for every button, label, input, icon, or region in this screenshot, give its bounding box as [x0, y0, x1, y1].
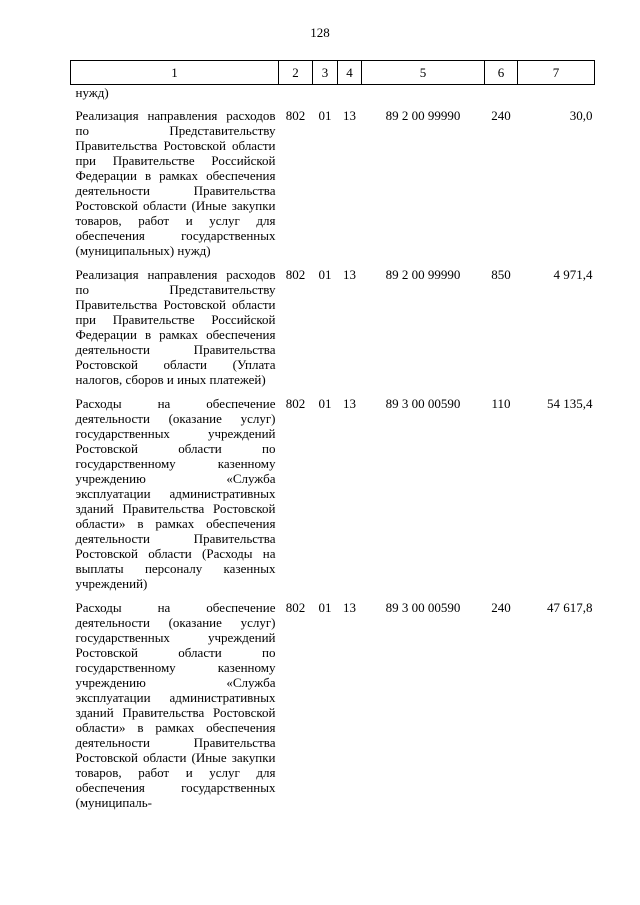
row-target-code: 89 2 00 99990: [385, 267, 461, 282]
row-amount: 47 617,8: [547, 600, 593, 615]
table-row: [71, 600, 595, 810]
row-admin-code: 802: [285, 108, 306, 123]
column-header: 3: [313, 61, 338, 85]
row-amount: 30,0: [569, 108, 593, 123]
column-header: 2: [279, 61, 313, 85]
row-amount: 4 971,4: [553, 267, 593, 282]
column-header: 6: [485, 61, 518, 85]
table-row: [71, 85, 595, 109]
row-expense-type: 110: [491, 396, 511, 411]
row-subsection-code: 13: [343, 600, 356, 615]
row-section-code: 01: [318, 108, 332, 123]
row-expense-type: [485, 85, 518, 109]
row-description: Расходы на обеспечение деятельности (оказание услуг) государственных учреждений Ростовской области по государственному казенному учреждению «Служба эксплуатации административных зданий Правительства Ростовской области» в рамках обеспечения деятельности Правительства Ростовской области (Расходы на выплаты персоналу казенных учреждений): [75, 396, 276, 591]
row-section-code: 01: [318, 396, 332, 411]
row-target-code: 89 3 00 00590: [385, 396, 461, 411]
row-subsection-code: 13: [343, 108, 356, 123]
row-admin-code: 802: [285, 600, 306, 615]
budget-table: [70, 60, 595, 810]
row-section-code: [313, 85, 338, 109]
row-description: нужд): [75, 85, 109, 100]
row-description: Расходы на обеспечение деятельности (оказание услуг) государственных учреждений Ростовской области по государственному казенному учреждению «Служба эксплуатации административных зданий Правительства Ростовской области» в рамках обеспечения деятельности Правительства Ростовской области (Иные закупки товаров, работ и услуг для обеспечения государственных (муниципаль-: [75, 600, 276, 810]
table-row: [71, 108, 595, 267]
row-expense-type: 850: [491, 267, 511, 282]
row-admin-code: 802: [285, 267, 306, 282]
row-amount: [518, 85, 595, 109]
row-admin-code: 802: [285, 396, 306, 411]
row-admin-code: [279, 85, 313, 109]
table-row: [71, 396, 595, 600]
table-row: [71, 267, 595, 396]
row-section-code: 01: [318, 600, 332, 615]
column-header: 1: [71, 61, 279, 85]
row-amount: 54 135,4: [547, 396, 593, 411]
row-section-code: 01: [318, 267, 332, 282]
column-header: 7: [518, 61, 595, 85]
row-target-code: [362, 85, 485, 109]
table-header-row: [71, 61, 595, 85]
row-target-code: 89 2 00 99990: [385, 108, 461, 123]
row-subsection-code: [338, 85, 362, 109]
row-description: Реализация направления расходов по Представительству Правительства Ростовской области при Правительстве Российской Федерации в рамках обеспечения деятельности Правительства Ростовской области (Иные закупки товаров, работ и услуг для обеспечения государственных (муниципальных) нужд): [75, 108, 276, 258]
column-header: 4: [338, 61, 362, 85]
column-header: 5: [362, 61, 485, 85]
page-number: 128: [310, 25, 330, 40]
row-subsection-code: 13: [343, 267, 356, 282]
row-expense-type: 240: [491, 108, 511, 123]
row-description: Реализация направления расходов по Представительству Правительства Ростовской области при Правительстве Российской Федерации в рамках обеспечения деятельности Правительства Ростовской области (Уплата налогов, сборов и иных платежей): [75, 267, 276, 387]
row-subsection-code: 13: [343, 396, 356, 411]
row-target-code: 89 3 00 00590: [385, 600, 461, 615]
row-expense-type: 240: [491, 600, 511, 615]
